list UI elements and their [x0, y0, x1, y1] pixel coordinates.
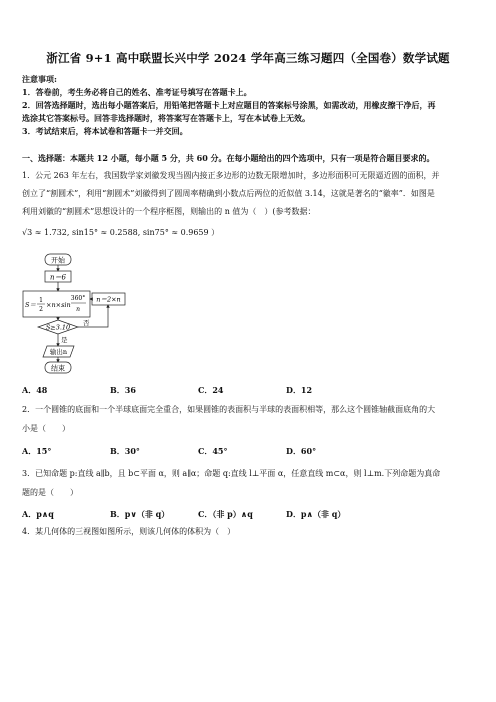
q2-option-d: D．60° — [286, 446, 317, 456]
flow-output-label: 输出n — [49, 348, 68, 356]
q1-line-1: 1．公元 263 年左右，我国数学家刘徽发现当圆内接正多边形的边数无限增加时，多边形面积可无限逼近圆的面积，并 — [22, 171, 440, 180]
flow-formula-mid: ×n×sin — [46, 301, 71, 309]
exam-title: 浙江省 9+1 高中联盟长兴中学 2024 学年高三练习题四（全国卷）数学试题 — [46, 51, 450, 65]
q1-line-2: 创立了“割圆术”，利用“割圆术”刘徽得到了圆周率精确到小数点后两位的近似值 3.14，这就是著名的“徽率”．如图是 — [22, 189, 435, 198]
q2-line-1: 2．一个圆锥的底面和一个半球底面完全重合，如果圆锥的表面积与半球的表面积相等，那么这个圆锥轴截面底角的大 — [22, 405, 436, 414]
flow-formula-angle-bot: n — [76, 306, 80, 313]
notice-heading: 注意事项: — [22, 74, 57, 84]
q3-option-c: C．（非 p）∧q — [198, 509, 253, 519]
notice-item-1: 1．答卷前，考生务必将自己的姓名、准考证号填写在答题卡上。 — [22, 87, 252, 97]
q1-option-a: A．48 — [22, 385, 48, 395]
flow-formula-angle-top: 360° — [70, 295, 86, 302]
section-heading: 一、选择题：本题共 12 小题，每小题 5 分，共 60 分。在每小题给出的四个选项中，只有一项是符合题目要求的。 — [22, 153, 435, 163]
q2-option-c: C．45° — [198, 446, 228, 456]
flow-init-label: n＝6 — [50, 273, 66, 282]
q1-line-3: 利用刘徽的“割圆术”思想设计的一个程序框图，则输出的 n 值为（ ）(参考数据： — [22, 207, 316, 216]
flow-start-label: 开始 — [51, 256, 65, 265]
flow-end-label: 结束 — [51, 364, 65, 373]
q2-option-b: B．30° — [110, 446, 140, 456]
flow-formula-frac-bot: 2 — [39, 306, 43, 313]
q3-option-b: B．p∨（非 q） — [110, 509, 170, 519]
q1-option-b: B．36 — [110, 385, 136, 395]
flow-formula-lead: S＝ — [25, 301, 36, 309]
flow-update-label: n＝2×n — [96, 295, 121, 304]
q1-option-d: D．12 — [286, 385, 313, 395]
q1-reference-data: √3 ≈ 1.732, sin15° ≈ 0.2588, sin75° ≈ 0.9659 ） — [22, 228, 220, 237]
q4-line-1: 4．某几何体的三视图如图所示，则该几何体的体积为（ ） — [22, 527, 236, 536]
notice-item-2-cont: 选涂其它答案标号。回答非选择题时，将答案写在答题卡上，写在本试卷上无效。 — [22, 113, 310, 123]
q3-line-2: 题的是（ ） — [22, 488, 78, 497]
notice-item-3: 3．考试结束后，将本试卷和答题卡一并交回。 — [22, 126, 188, 136]
q2-option-a: A．15° — [22, 446, 52, 456]
notice-item-2: 2．回答选择题时，选出每小题答案后，用铅笔把答题卡上对应题目的答案标号涂黑，如需改动，用橡皮擦干净后，再 — [22, 100, 436, 110]
flow-decision-label: S≥3.10 — [45, 323, 71, 332]
q1-option-c: C．24 — [198, 385, 224, 395]
q2-line-2: 小是（ ） — [22, 424, 70, 433]
flow-formula-frac-top: 1 — [39, 297, 43, 304]
flow-yes-label: 是 — [61, 336, 68, 344]
q3-line-1: 3．已知命题 p:直线 a∥b，且 b⊂平面 α，则 a∥α；命题 q:直线 l⊥平面 α，任意直线 m⊂α，则 l⊥m.下列命题为真命 — [22, 469, 441, 478]
q3-option-d: D．p∧（非 q） — [286, 509, 346, 519]
flow-no-label: 否 — [83, 319, 90, 327]
q3-option-a: A．p∧q — [22, 509, 54, 519]
q1-flowchart — [20, 250, 140, 375]
